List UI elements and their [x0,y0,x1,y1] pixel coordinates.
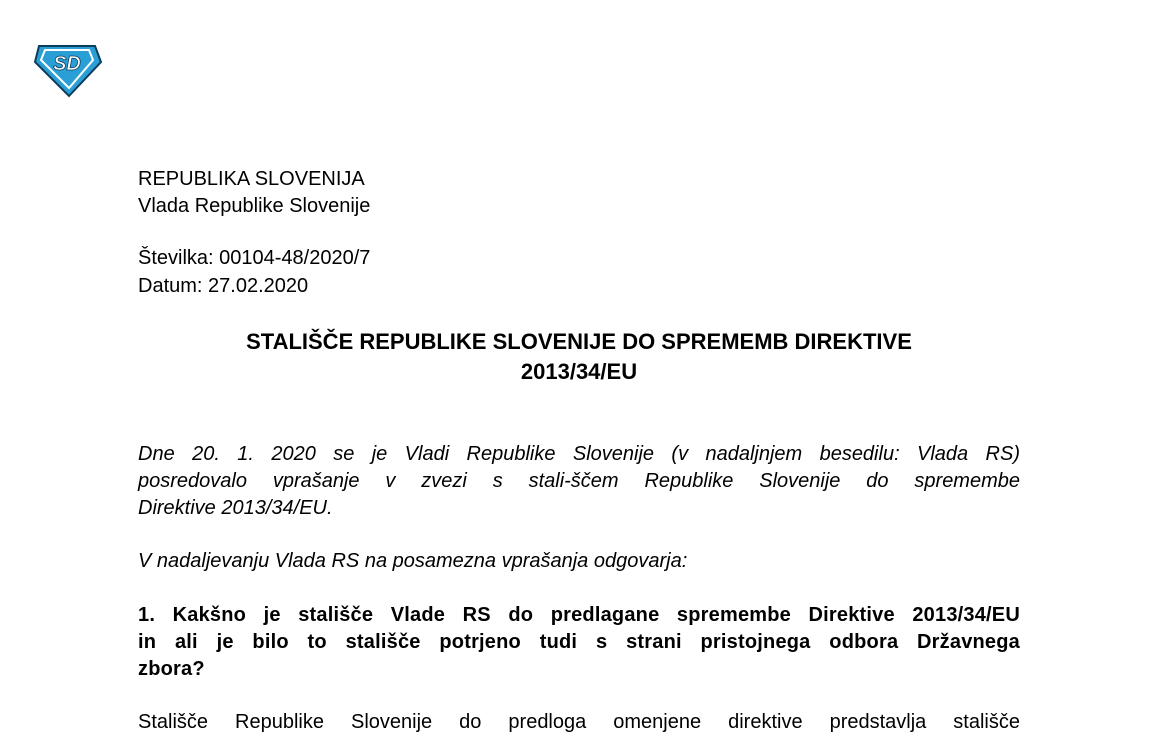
title-line-1: STALIŠČE REPUBLIKE SLOVENIJE DO SPREMEMB DIREKTIVE [246,329,912,354]
lead-text: V nadaljevanju Vlada RS na posamezna vprašanja odgovarja: [138,550,688,572]
government-name: Vlada Republike Slovenije [138,195,371,217]
question-1-line-1: 1. Kakšno je stališče Vlade RS do predlagane spremembe Direktive 2013/34/EU [138,604,1020,626]
document-title [140,327,1018,387]
title-line-2: 2013/34/EU [520,359,638,384]
lead-paragraph [138,548,1020,575]
country-name: REPUBLIKA SLOVENIJA [138,168,365,190]
document-date: Datum: 27.02.2020 [138,275,309,297]
answer-1 [138,709,1020,736]
logo-text: SD [53,53,81,75]
intro-paragraph [138,441,1020,522]
question-1 [138,602,1020,683]
document-number: Številka: 00104-48/2020/7 [138,247,371,269]
document-header [138,166,370,220]
question-1-line-2: in ali je bilo to stališče potrjeno tudi s strani pristojnega odbora Državnega [138,631,1020,653]
answer-1-line-1: Stališče Republike Slovenije do predloga omenjene direktive predstavlja stališče [138,711,1020,733]
question-1-line-3: zbora? [138,658,205,680]
intro-line-2: posredovalo vprašanje v zvezi s stali-ščem Republike Slovenije do spremembe [138,470,1020,492]
document-meta [138,244,370,300]
sd-logo [31,40,103,100]
intro-line-3: Direktive 2013/34/EU. [138,497,333,519]
intro-line-1: Dne 20. 1. 2020 se je Vladi Republike Slovenije (v nadaljnjem besedilu: Vlada RS) [138,443,1020,465]
